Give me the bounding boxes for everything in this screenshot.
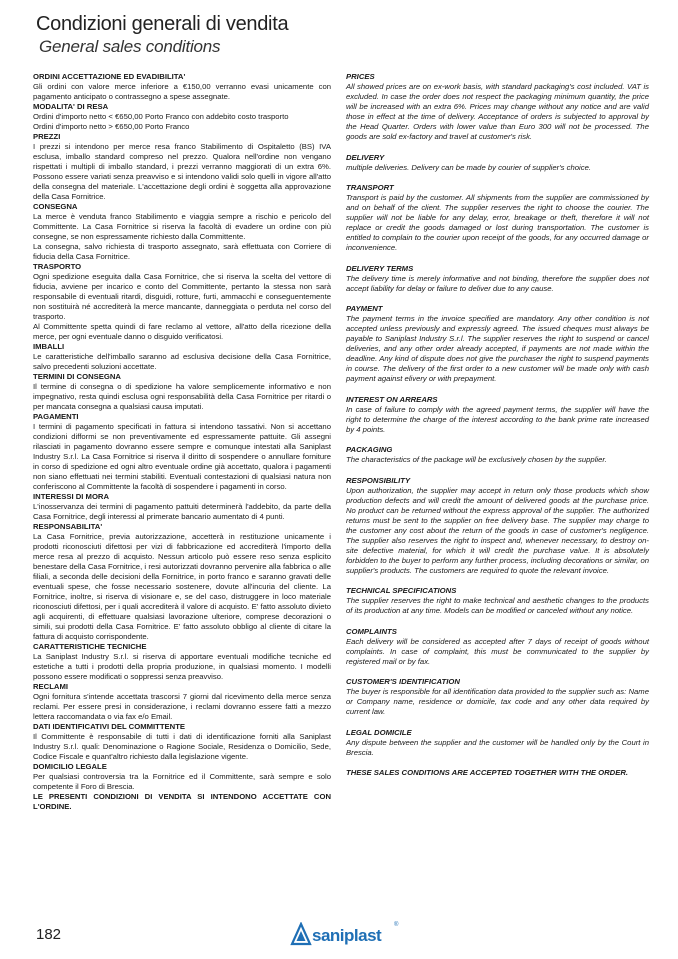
page-subtitle: General sales conditions [39,37,221,56]
registered-mark: ® [394,922,399,928]
en-section-text: Upon authorization, the supplier may accept in return only those products which show production defects and will credit the amount of delivered goods at the purchase price. No product can be returned without the express approval of the supplier. The authorized returns must be sent to the supplier on free delivery base. The supplier may charge to the customer any cost about the return of the goods in case of customer's negligence. The supplier also reserves the right to inspect and, whenever necessary, to destroy on-site defective material, for which it will credit the purchase value. It is absolutely forbidden to the buyer to perform any further process, including decorations or similar, on supplier's products. The customers are required to quote the relevant invoice. [346,485,649,575]
page-number: 182 [36,926,62,943]
saniplast-logo-icon [290,922,312,948]
en-section-heading: COMPLAINTS [346,626,397,636]
italian-conditions-column [33,72,331,812]
page-title: Condizioni generali di vendita [36,13,289,35]
en-section-text: The buyer is responsible for all identification data provided to the supplier such as: Name or Company name, residence or domicile, tax code and any other data required by current law. [346,687,649,716]
en-section-text: multiple deliveries. Delivery can be made by courier of supplier's choice. [346,162,592,172]
it-section-text: La Casa Fornitrice, previa autorizzazione, accetterà in restituzione unicamente i prodotti riconosciuti difettosi per vizi di fabbricazione ed accrediterà l'importo della merce resa al prezzo di acquisto. Nessun articolo può essere reso senza esplicito benestare della Casa Fornitrice, i resi autorizzati dovranno pervenire alla fabbrica o alle filiali, a seconda delle decisioni della Fornitrice, in porto franco e saranno gravati delle eventuali spese, che fosse necessario sostenere, dovute all'incuria del cliente. La Fornitrice, inoltre, si riserva di visionare e, se del caso, distruggere in loco materiale riconosciuti difettosi, per i quali accrediterà il valore di acquisto. E' fatto assoluto divieto agli acquirenti, di effettuare qualsiasi lavorazione ulteriore, comprese decorazioni o simili, sui prodotti della Casa Fornitrice. E' fatto assoluto obbligo al cliente di citare la fattura di acquisto corrispondente. [33,532,331,641]
it-final-statement: LE PRESENTI CONDIZIONI DI VENDITA SI INTENDONO ACCETTATE CON L'ORDINE. [33,792,331,811]
it-section-heading: CARATTERISTICHE TECNICHE [33,642,147,651]
it-section-text: La consegna, salvo richiesta di trasporto assegnato, sarà effettuata con Corriere di fiducia della Casa Fornitrice. [33,242,331,261]
en-section [346,586,649,616]
it-section-heading: RESPONSABILITA' [33,522,103,531]
en-section [346,264,649,294]
en-section-text: The supplier reserves the right to make technical and aesthetic changes to the products of its production at any time. Models can be modified or canceled without any notice. [346,596,649,615]
en-section [346,677,649,717]
it-section-text: I prezzi si intendono per merce resa franco Stabilimento di Ospitaletto (BS) IVA esclusa, imballo standard compreso nel prezzo. Qualora nell'ordine non vengano rispettati i multipli di imballo standard, i prezzi verranno maggiorati di un extra 6%. Possono essere variati senza preavviso e si intendono validi solo quelli in vigore all'atto della consegna del materiale. L'accettazione degli ordini è soggetta alla approvazione della Casa Fornitrice. [33,142,331,201]
it-section-text: Ordini d'importo netto < €650,00 Porto Franco con addebito costo trasporto [33,112,289,121]
en-section-text: The characteristics of the package will be exclusively chosen by the supplier. [346,455,607,464]
en-section-heading: RESPONSIBILITY [346,475,411,485]
it-section-text: Ordini d'importo netto > €650,00 Porto Franco [33,122,190,131]
it-section-text: L'inosservanza dei termini di pagamento pattuiti determinerà l'addebito, da parte della Casa Fornitrice, degli interessi al primerate bancario aumentato di 4 punti. [33,502,331,521]
it-section-text: Per qualsiasi controversia tra la Fornitrice ed il Committente, sarà sempre e solo competente il Foro di Brescia. [33,772,331,791]
en-section-heading: DELIVERY TERMS [346,263,414,273]
en-section-text: Transport is paid by the customer. All shipments from the supplier are commissioned by and on behalf of the client. The supplier reserves the right to choose the courier. The supplier will not be liable for any delay, error, breakage or theft, therefore it will not replace or credit the goods damaged or lost during transportation. The customer is entitled to complain to the courier upon receipt of the goods, for any occurred damage or inconvenience. [346,193,649,252]
it-section-text: Gli ordini con valore merce inferiore a €150,00 verranno evasi unicamente con pagamento anticipato o contrassegno a spese assegnate. [33,82,331,101]
it-section-text: Ogni fornitura s'intende accettata trascorsi 7 giorni dal ricevimento della merce senza reclami. Per essere presi in considerazione, i reclami dovranno essere fatti a mezzo lettera raccomandata o via fax e/o Email. [33,692,331,721]
it-section-heading: RECLAMI [33,682,69,691]
english-conditions-column [346,72,649,778]
it-section-heading: CONSEGNA [33,202,78,211]
en-final-statement: THESE SALES CONDITIONS ARE ACCEPTED TOGETHER WITH THE ORDER. [346,768,629,777]
en-section [346,476,649,576]
it-section-heading: IMBALLI [33,342,65,351]
en-section-heading: TRANSPORT [346,183,394,192]
en-section-heading: DELIVERY [346,152,385,162]
en-section [346,72,649,142]
it-section-heading: PREZZI [33,132,61,141]
en-section [346,153,649,173]
en-section [346,728,649,758]
en-section-heading: PACKAGING [346,445,393,454]
en-section-heading: TECHNICAL SPECIFICATIONS [346,586,457,595]
en-section-text: In case of failure to comply with the agreed payment terms, the supplier will have the right to determine the charge of the interest according to the bank prime rate increased by 4 points. [346,404,649,434]
it-section-text: La merce è venduta franco Stabilimento e viaggia sempre a rischio e pericolo del Committente. La Casa Fornitrice si riserva la facoltà di evadere un ordine con più consegne, se non espressamente richiesto dalla Committente. [33,212,331,241]
it-section-heading: DATI IDENTIFICATIVI DEL COMMITTENTE [33,722,186,731]
en-section-text: All showed prices are on ex-work basis, with standard packaging's cost included. VAT is excluded. In case the order does not respect the packaging minimum quantity, the price will be increased with an extra 6%. Prices may change without any notice and are valid those in effect at the time of delivery. Acceptance of orders is subjected to approval by the Head Quarter. Orders with lower value than Euro 300 will not be processed. The goods are sold ex-factory and travel at customer's risk. [346,82,649,141]
en-section-heading: LEGAL DOMICILE [346,727,412,737]
it-section-heading: MODALITA' DI RESA [33,102,109,111]
it-section-text: Il Committente è responsabile di tutti i dati di identificazione forniti alla Saniplast Industry S.r.l. quali: Denominazione o Ragione Sociale, Residenza o Domicilio, Sede, Codice Fiscale e quant'altro richiesto dalla legislazione vigente. [33,732,331,761]
en-section [346,627,649,667]
it-section-text: Il termine di consegna o di spedizione ha valore semplicemente informativo e non impegnativo, resta quindi esclusa ogni responsabilità della Casa Fornitrice per ritardi o per mancata consegna a qualsiasi causa imputati. [33,382,331,411]
it-section-text: La Saniplast Industry S.r.l. si riserva di apportare eventuali modifiche tecniche ed estetiche a tutti i prodotti della propria produzione, in qualsiasi momento. I modelli possono essere modificati o soppressi senza preavviso. [33,652,331,681]
it-section-text: Ogni spedizione eseguita dalla Casa Fornitrice, che si riserva la scelta del vettore di fiducia, avviene per incarico e conto del Committente, pertanto la stessa non sarà responsabile di eventuali ritardi, disguidi, rotture, furti, ammacchi e conseguentemente non sostituirà né accrediterà la merce mancante, danneggiata o perduta nel corso del trasporto. [33,272,331,321]
en-section-text: Each delivery will be considered as accepted after 7 days of receipt of goods without complaints. In case of complaint, this must be communicated to the supplier by registered mail or by fax. [346,636,649,666]
it-section-text: Le caratteristiche dell'imballo saranno ad esclusiva decisione della Casa Fornitrice, salvo precedenti soluzioni accettate. [33,352,331,371]
en-section [346,445,649,465]
en-section-text: Any dispute between the supplier and the customer will be handled only by the Court in Brescia. [346,737,649,757]
it-section-heading: ORDINI ACCETTAZIONE ED EVADIBILITA' [33,72,186,81]
saniplast-logo-text: saniplast [312,926,382,945]
saniplast-logo [290,920,410,948]
en-section-heading: CUSTOMER'S IDENTIFICATION [346,677,460,686]
it-section-heading: PAGAMENTI [33,412,79,421]
it-section-heading: INTERESSI DI MORA [33,492,110,501]
it-section-heading: DOMICILIO LEGALE [33,762,107,771]
en-section [346,395,649,435]
en-section-text: The delivery time is merely informative and not binding, therefore the supplier does not accept liability for delay or failure to deliver due to any cause. [346,273,649,293]
it-section-text: I termini di pagamento specificati in fattura si intendono tassativi. Non si accettano condizioni difformi se non preventivamente ed espressamente pattuite. Gli assegni rilasciati in pagamento dovranno essere sempre e comunque intestati alla Saniplast Industry S.r.l. La Casa Fornitrice si riserva il diritto di sospendere o annullare forniture in corso di spedizione ed ogni altro eventuale ordine già accettato, qualora i pagamenti non siano effettuati nei termini stabiliti. Eventuali contestazioni di qualsiasi natura non conferiscono al Committente la facoltà di sospendere i pagamenti in corso. [33,422,331,491]
it-section-heading: TERMINI DI CONSEGNA [33,372,121,381]
en-section-text: The payment terms in the invoice specified are mandatory. Any other condition is not accepted unless previously and expressly agreed. The issued cheques must always be payable to Saniplast Industry S.r.l. The supplier reserves the right to suspend or cancel deliveries, and any other order already accepted, if payments are not made within the deadline. Any kind of dispute does not give the purchaser the right to suspend payments in course. The delivery of the first order to a new customer will be made only with cash payment against elivery or with prepayment. [346,314,649,383]
en-section [346,183,649,253]
it-section-text: Al Committente spetta quindi di fare reclamo al vettore, all'atto della ricezione della merce, per ogni eventuale danno o disguido verificatosi. [33,322,331,341]
en-section-heading: PAYMENT [346,304,383,313]
en-section-heading: INTEREST ON ARREARS [346,394,438,404]
en-section [346,304,649,384]
en-section-heading: PRICES [346,72,375,81]
it-section-heading: TRASPORTO [33,262,82,271]
